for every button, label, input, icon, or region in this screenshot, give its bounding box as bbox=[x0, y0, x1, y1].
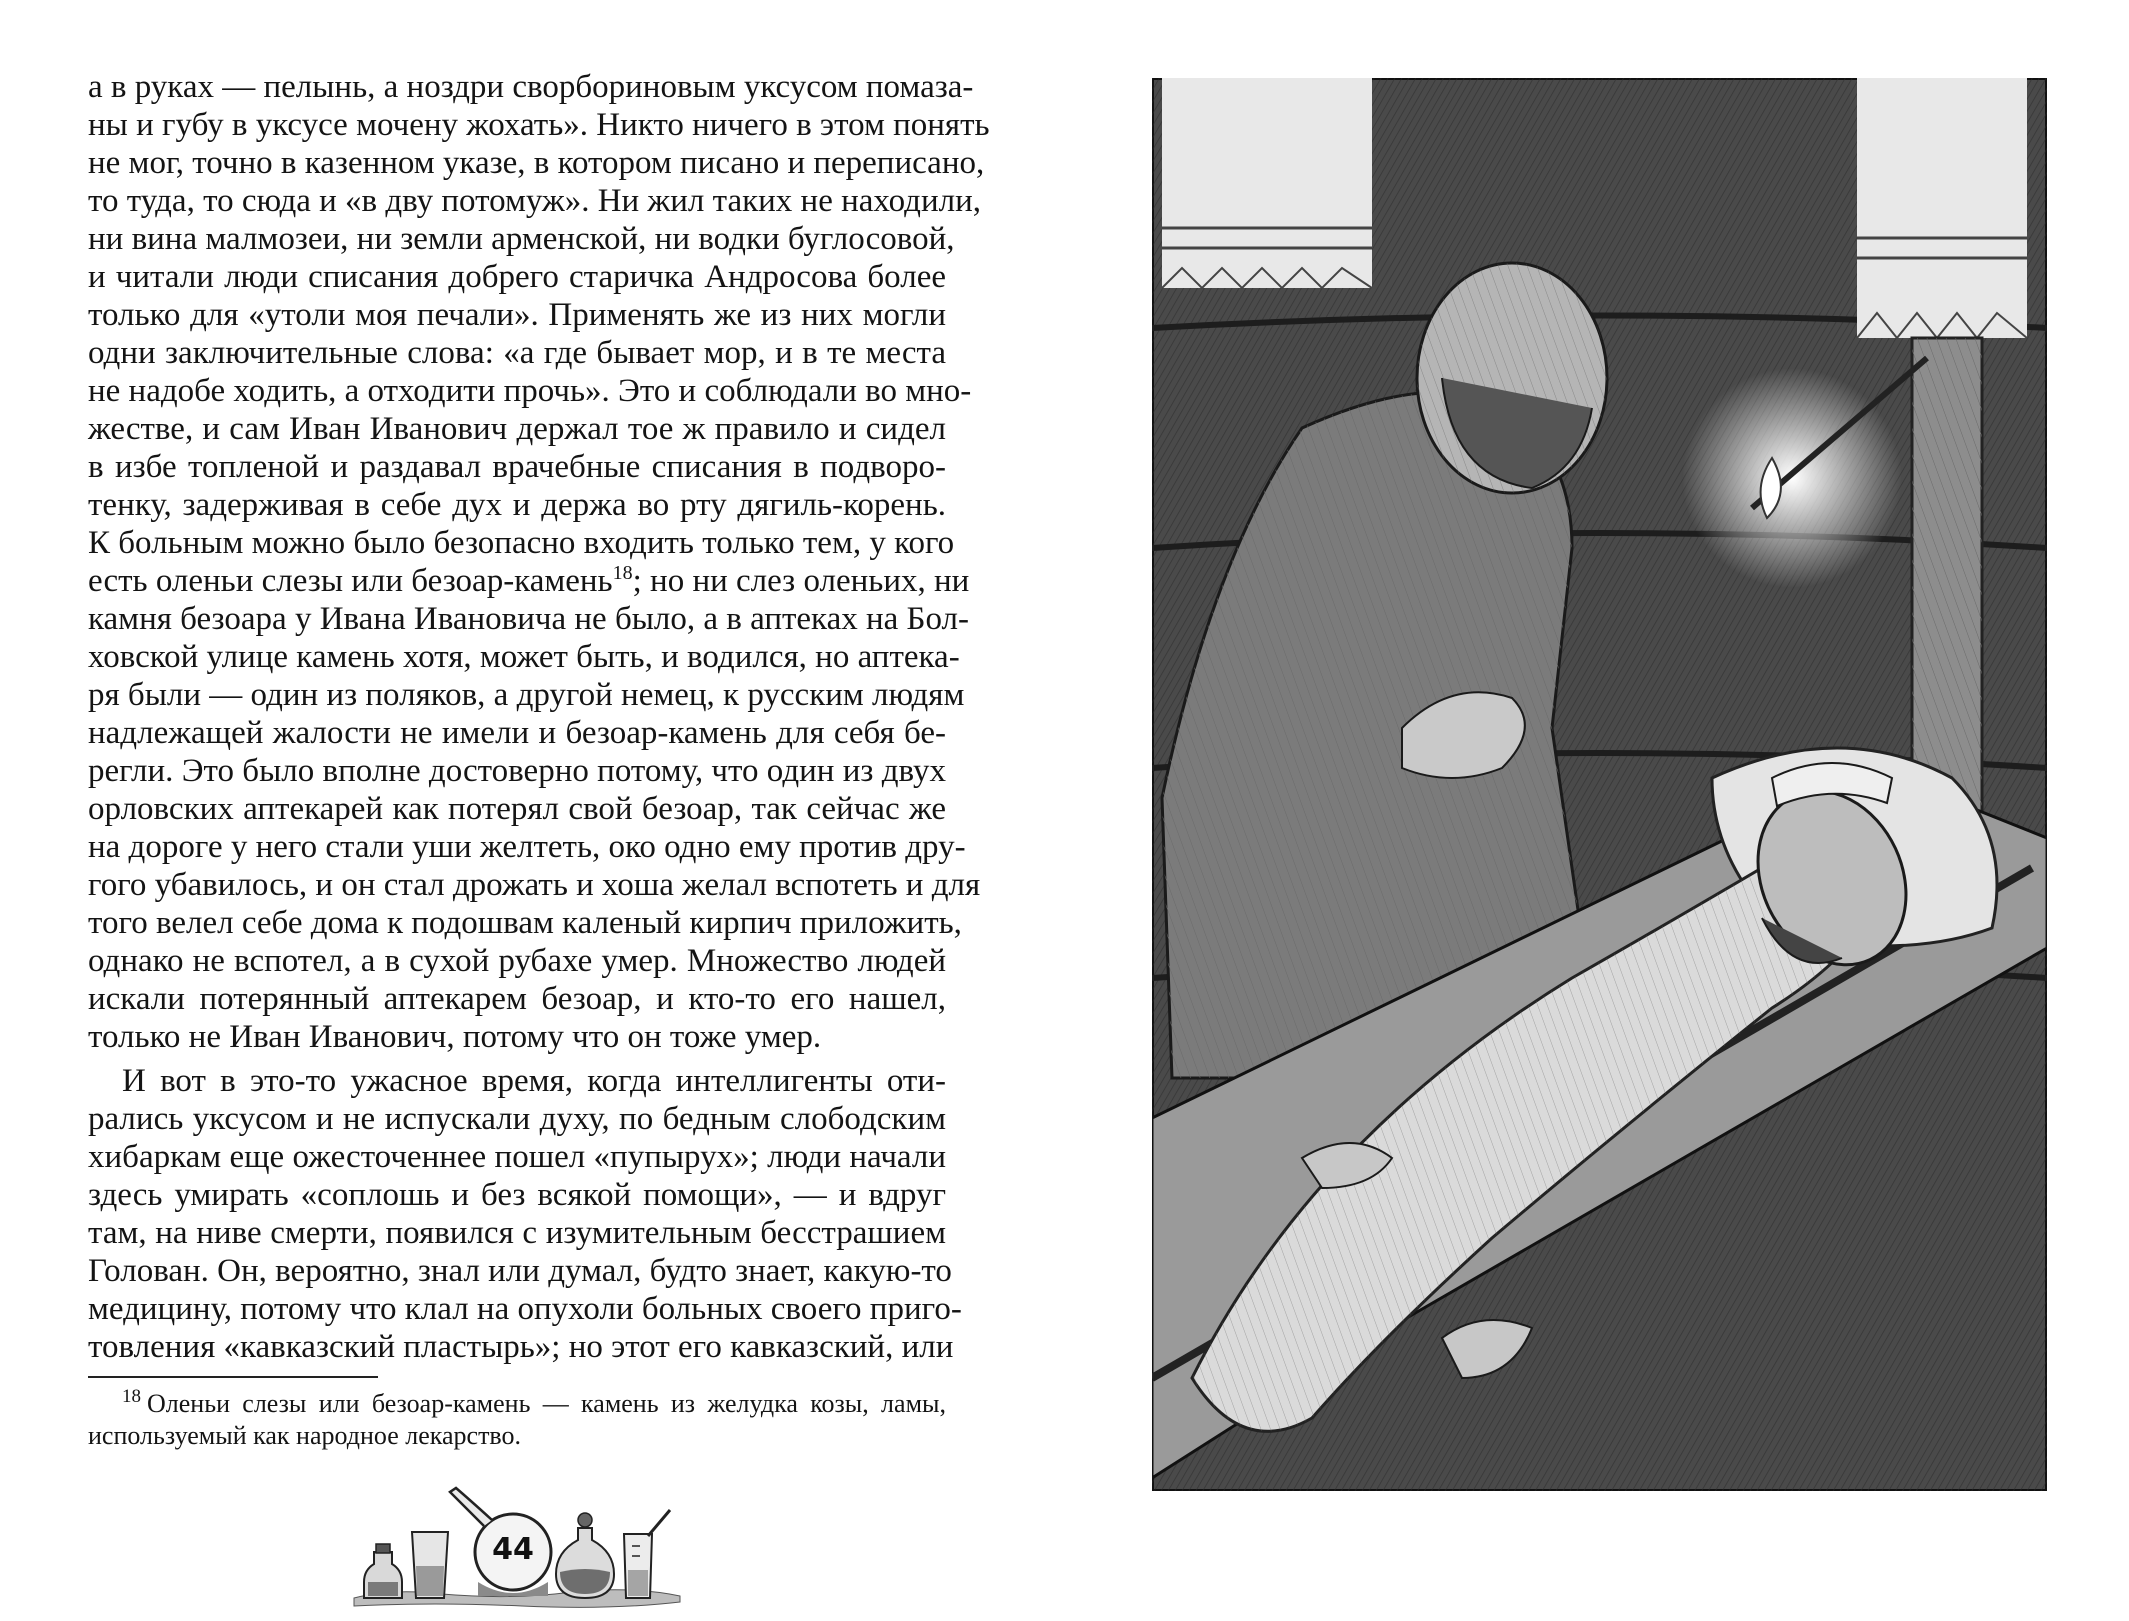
text-line: ря были — один из поляков, а другой немец, к русским людям bbox=[88, 677, 965, 713]
footnote-reference: 18 bbox=[612, 562, 633, 584]
footnote-line-2: используемый как народное лекарство. bbox=[88, 1421, 522, 1450]
text-line: там, на ниве смерти, появился с изумительным бесстрашием bbox=[88, 1215, 946, 1251]
text-line: не надобе ходить, а отходити прочь». Это и соблюдали во мно- bbox=[88, 373, 972, 409]
page-number: 44 bbox=[492, 1532, 534, 1567]
text-line: искали потерянный аптекарем безоар, и кто-то его нашел, bbox=[88, 981, 946, 1017]
text-line: хибаркам еще ожесточеннее пошел «пупырух»; люди начали bbox=[88, 1139, 946, 1175]
text-line: только не Иван Иванович, потому что он тоже умер. bbox=[88, 1019, 822, 1055]
text-line: И вот в это-то ужасное время, когда интеллигенты оти- bbox=[122, 1063, 946, 1099]
body-text bbox=[88, 68, 990, 1366]
footnote-divider bbox=[88, 1376, 378, 1378]
text-line: камня безоара у Ивана Ивановича не было, а в аптеках на Бол- bbox=[88, 601, 970, 637]
text-line: надлежащей жалости не имели и безоар-камень для себя бе- bbox=[88, 715, 946, 751]
text-line: того велел себе дома к подошвам каленый кирпич приложить, bbox=[88, 905, 962, 941]
text-line: тенку, задерживая в себе дух и держа во рту дягиль-корень. bbox=[88, 487, 946, 523]
text-line: товления «кавказский пластырь»; но этот его кавказский, или bbox=[88, 1329, 954, 1365]
text-line: Голован. Он, вероятно, знал или думал, будто знает, какую-то bbox=[88, 1253, 952, 1289]
text-line: жестве, и сам Иван Иванович держал тое ж правило и сидел bbox=[88, 411, 946, 447]
footnote bbox=[88, 1388, 946, 1452]
text-line: регли. Это было вполне достоверно потому, что один из двух bbox=[88, 753, 946, 789]
text-line: не мог, точно в казенном указе, в котором писано и переписано, bbox=[88, 145, 985, 181]
engraving-illustration-icon bbox=[1152, 78, 2047, 1491]
paragraph-2 bbox=[88, 1062, 962, 1366]
text-line: гого убавилось, и он стал дрожать и хоша желал вспотеть и для bbox=[88, 867, 981, 903]
paragraph-1 bbox=[88, 68, 990, 1056]
footnote-number: 18 bbox=[122, 1386, 141, 1408]
text-line: а в руках — пелынь, а ноздри сворбориновым уксусом помаза- bbox=[88, 69, 974, 105]
text-line: К больным можно было безопасно входить только тем, у кого bbox=[88, 525, 955, 561]
left-page bbox=[0, 0, 1064, 1616]
text-line: только для «утоли моя печали». Применять же из них могли bbox=[88, 297, 946, 333]
right-page bbox=[1064, 0, 2129, 1616]
text-line: ховской улице камень хотя, может быть, и водился, но аптека- bbox=[88, 639, 960, 675]
text-line: одни заключительные слова: «а где бывает мор, и в те места bbox=[88, 335, 946, 371]
text-line: то туда, то сюда и «в дву потомуж». Ни жил таких не находили, bbox=[88, 183, 982, 219]
text-line: и читали люди списания добрего старичка Андросова более bbox=[88, 259, 946, 295]
text-line: однако не вспотел, а в сухой рубахе умер. Множество людей bbox=[88, 943, 946, 979]
text-line: орловских аптекарей как потерял свой безоар, так сейчас же bbox=[88, 791, 946, 827]
footnote-line-1: $^{18}$ Оленьи слезы или безоар-камень — камень из желудка козы, ламы, bbox=[122, 1386, 946, 1418]
text-line: рались уксусом и не испускали духу, по бедным слободским bbox=[88, 1101, 946, 1137]
page-number-ornament bbox=[352, 1470, 682, 1616]
text-line: есть оленьи слезы или безоар-камень$^{18}$; но ни слез оленьих, ни bbox=[88, 562, 970, 599]
text-line: на дороге у него стали уши желтеть, око одно ему против дру- bbox=[88, 829, 966, 865]
text-line: в избе топленой и раздавал врачебные списания в подворо- bbox=[88, 449, 946, 485]
text-line: медицину, потому что клал на опухоли больных своего приго- bbox=[88, 1291, 962, 1327]
text-line: здесь умирать «соплошь и без всякой помощи», — и вдруг bbox=[88, 1177, 946, 1213]
text-line: ны и губу в уксусе мочену жохать». Никто ничего в этом понять bbox=[88, 107, 990, 143]
text-line: ни вина малмозеи, ни земли арменской, ни водки буглосовой, bbox=[88, 221, 955, 257]
